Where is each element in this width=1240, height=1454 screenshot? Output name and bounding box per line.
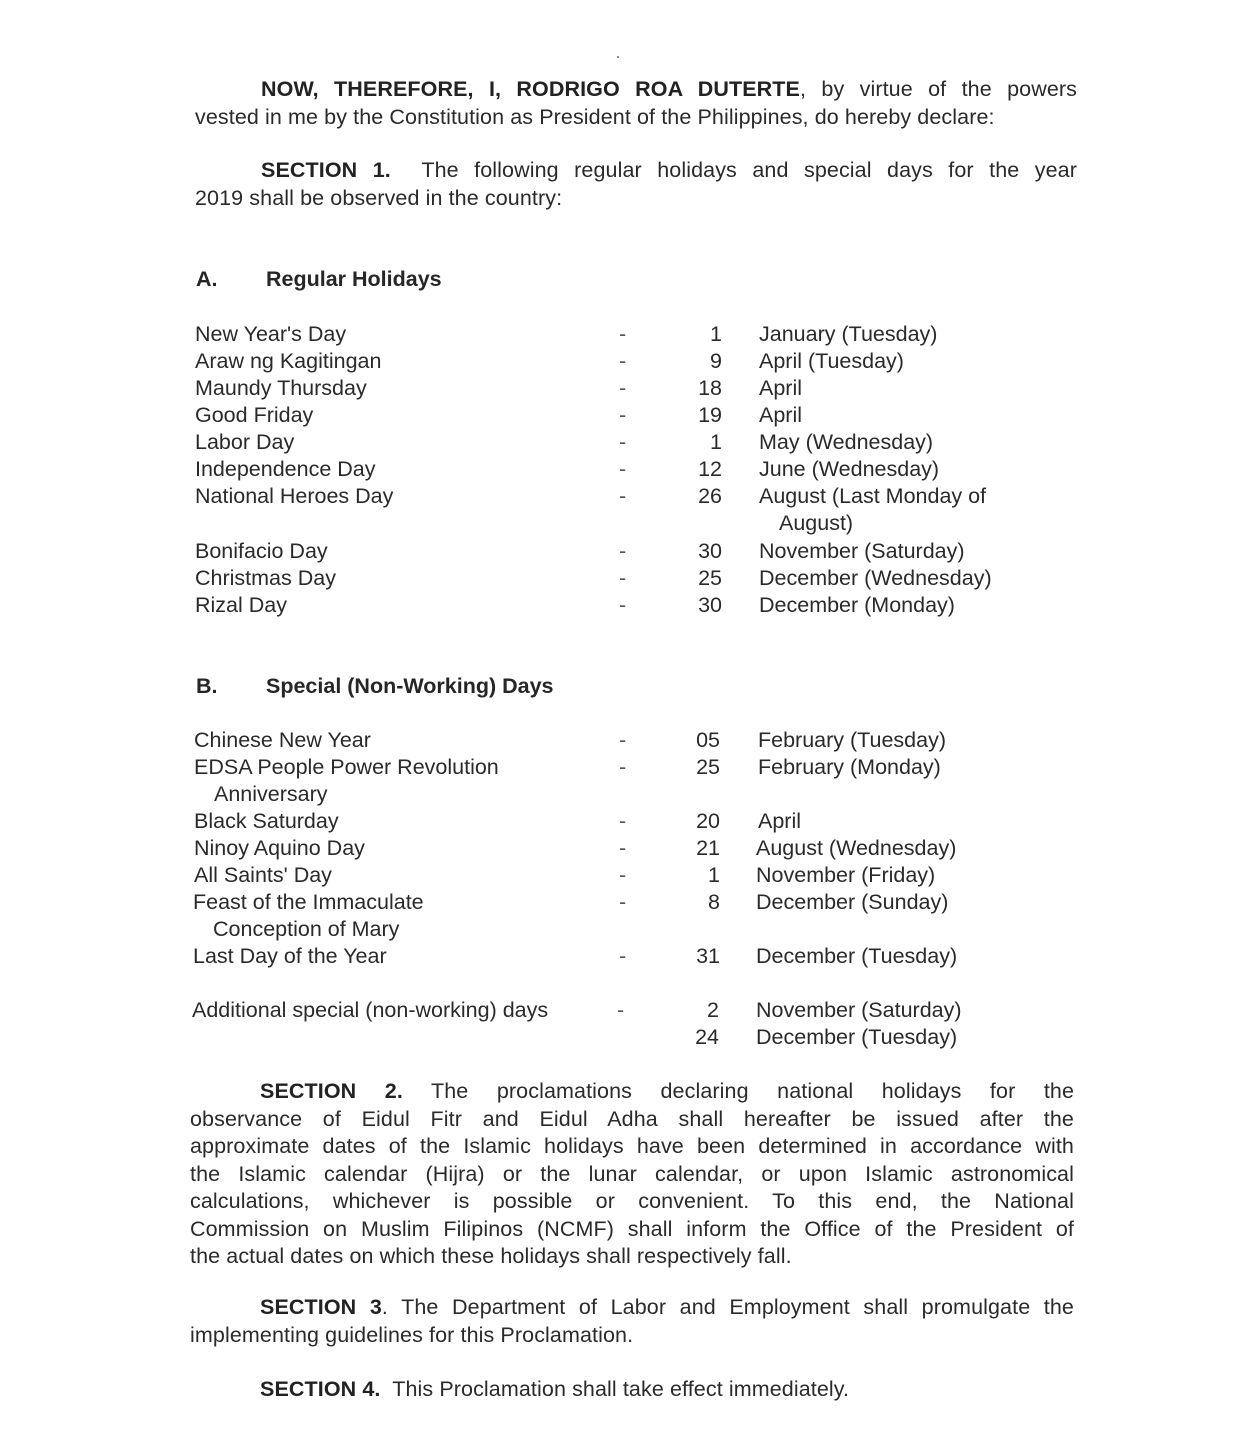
holiday-name: New Year's Day <box>195 322 347 346</box>
holiday-day: 19 <box>698 403 722 427</box>
holiday-day: 26 <box>698 484 722 508</box>
separator-dash: - <box>619 755 627 779</box>
intro-line-1 <box>195 76 1077 104</box>
intro-line-1-rest: , by virtue of the powers <box>800 77 1077 101</box>
separator-dash: - <box>619 430 627 454</box>
holiday-day: 1 <box>710 430 722 454</box>
intro-bold-lead: NOW, THEREFORE, I, RODRIGO ROA DUTERTE <box>261 77 800 101</box>
regular-holidays-heading <box>196 267 442 292</box>
holiday-name: Rizal Day <box>195 593 287 617</box>
special-day-name: Last Day of the Year <box>193 944 387 968</box>
holiday-month: April (Tuesday) <box>759 349 904 373</box>
section-2-line: the Islamic calendar (Hijra) or the lunar calendar, or upon Islamic astronomical <box>190 1161 1074 1186</box>
section-2-paragraph <box>190 1078 1074 1271</box>
additional-special-days-label: Additional special (non-working) days <box>192 998 549 1022</box>
special-day-month: December (Tuesday) <box>756 944 958 968</box>
separator-dash: - <box>619 890 627 914</box>
section-3-line-1-rest: . The Department of Labor and Employment shall promulgate the <box>381 1295 1074 1319</box>
holiday-name: Labor Day <box>195 430 295 454</box>
special-day-day: 21 <box>696 836 720 860</box>
section-2-line: calculations, whichever is possible or convenient. To this end, the National <box>190 1189 1074 1213</box>
separator-dash: - <box>619 863 627 887</box>
special-days-heading <box>196 674 554 699</box>
section-3-line-1 <box>190 1294 1074 1322</box>
holiday-day: 18 <box>698 376 722 400</box>
special-day-day: 05 <box>696 728 720 752</box>
special-day-name-continuation: Anniversary <box>214 782 328 806</box>
section-4-text: This Proclamation shall take effect immediately. <box>392 1377 850 1401</box>
special-day-month: February (Monday) <box>758 755 941 779</box>
section-2-line: observance of Eidul Fitr and Eidul Adha shall hereafter be issued after the <box>190 1106 1074 1131</box>
regular-holidays-letter: A. <box>196 267 218 291</box>
holiday-month: April <box>759 376 803 400</box>
section-2-line: approximate dates of the Islamic holidays have been determined in accordance with <box>190 1134 1074 1158</box>
intro-line-2: vested in me by the Constitution as President of the Philippines, do hereby declare: <box>195 104 995 129</box>
section-4-paragraph <box>190 1376 1074 1404</box>
special-day-name: Feast of the Immaculate <box>193 890 424 914</box>
separator-dash: - <box>619 836 627 860</box>
special-day-month: February (Tuesday) <box>758 728 946 752</box>
section-2-line: the actual dates on which these holidays shall respectively fall. <box>190 1244 792 1268</box>
holiday-day: 12 <box>698 457 722 481</box>
additional-day: 2 <box>707 998 719 1022</box>
special-day-day: 1 <box>708 863 720 887</box>
special-day-month: April <box>758 809 802 833</box>
section-1-line-1-rest: The following regular holidays and special days for the year <box>421 158 1077 182</box>
section-2-line: Commission on Muslim Filipinos (NCMF) shall inform the Office of the President of <box>190 1216 1074 1241</box>
special-day-day: 25 <box>696 755 720 779</box>
holiday-month: August (Last Monday of <box>759 484 987 508</box>
holiday-month: December (Wednesday) <box>759 566 992 590</box>
special-days-title: Special (Non-Working) Days <box>266 674 554 698</box>
special-day-month: November (Friday) <box>756 863 936 887</box>
section-2-label: SECTION 2. <box>260 1079 403 1103</box>
separator-dash: - <box>619 539 627 563</box>
holiday-month: April <box>759 403 803 427</box>
separator-dash: - <box>619 728 627 752</box>
special-day-day: 31 <box>696 944 720 968</box>
holiday-month: January (Tuesday) <box>759 322 938 346</box>
holiday-name: Independence Day <box>195 457 376 481</box>
separator-dash: - <box>619 484 627 508</box>
holiday-name: National Heroes Day <box>195 484 394 508</box>
holiday-month: June (Wednesday) <box>759 457 940 481</box>
special-day-name: EDSA People Power Revolution <box>194 755 499 779</box>
separator-dash: - <box>619 944 627 968</box>
holiday-month-continuation: August) <box>779 511 854 535</box>
separator-dash: - <box>619 457 627 481</box>
holiday-name: Araw ng Kagitingan <box>195 349 382 373</box>
special-days-letter: B. <box>196 674 218 698</box>
section-1-label: SECTION 1. <box>261 158 391 182</box>
separator-dash: - <box>619 349 627 373</box>
holiday-name: Maundy Thursday <box>195 376 367 400</box>
section-4-line <box>190 1376 1074 1404</box>
separator-dash: - <box>619 593 627 617</box>
regular-holidays-title: Regular Holidays <box>266 267 442 291</box>
special-day-name: All Saints' Day <box>194 863 332 887</box>
section-1-line-2: 2019 shall be observed in the country: <box>195 185 563 210</box>
section-3-label: SECTION 3 <box>260 1295 382 1319</box>
holiday-month: December (Monday) <box>759 593 955 617</box>
holiday-name: Christmas Day <box>195 566 336 590</box>
separator-dash: - <box>619 566 627 590</box>
separator-dash: - <box>619 376 627 400</box>
holiday-day: 25 <box>698 566 722 590</box>
separator-dash: - <box>617 998 625 1022</box>
holiday-day: 9 <box>710 349 722 373</box>
holiday-day: 30 <box>698 593 722 617</box>
separator-dash: - <box>619 403 627 427</box>
additional-day: 24 <box>695 1025 719 1049</box>
holiday-name: Bonifacio Day <box>195 539 328 563</box>
special-day-month: August (Wednesday) <box>756 836 957 860</box>
special-day-day: 8 <box>708 890 720 914</box>
special-day-month: December (Sunday) <box>756 890 949 914</box>
special-day-name: Black Saturday <box>194 809 339 833</box>
section-2-line-1 <box>190 1078 1074 1106</box>
additional-month: December (Tuesday) <box>756 1025 958 1049</box>
intro-paragraph <box>195 76 1077 131</box>
section-1-line-1 <box>195 157 1077 185</box>
section-4-label: SECTION 4. <box>260 1377 381 1401</box>
special-day-name-continuation: Conception of Mary <box>213 917 400 941</box>
separator-dash: - <box>619 322 627 346</box>
section-3-paragraph <box>190 1294 1074 1349</box>
scan-speck <box>617 56 619 58</box>
holiday-name: Good Friday <box>195 403 314 427</box>
section-3-line-2: implementing guidelines for this Proclamation. <box>190 1322 634 1347</box>
section-2-line-1-rest: The proclamations declaring national holidays for the <box>431 1079 1075 1103</box>
special-day-day: 20 <box>696 809 720 833</box>
holiday-day: 30 <box>698 539 722 563</box>
holiday-month: May (Wednesday) <box>759 430 934 454</box>
separator-dash: - <box>619 809 627 833</box>
section-1-paragraph <box>195 157 1077 212</box>
holiday-month: November (Saturday) <box>759 539 965 563</box>
additional-month: November (Saturday) <box>756 998 962 1022</box>
holiday-day: 1 <box>710 322 722 346</box>
special-day-name: Ninoy Aquino Day <box>194 836 365 860</box>
special-day-name: Chinese New Year <box>194 728 371 752</box>
